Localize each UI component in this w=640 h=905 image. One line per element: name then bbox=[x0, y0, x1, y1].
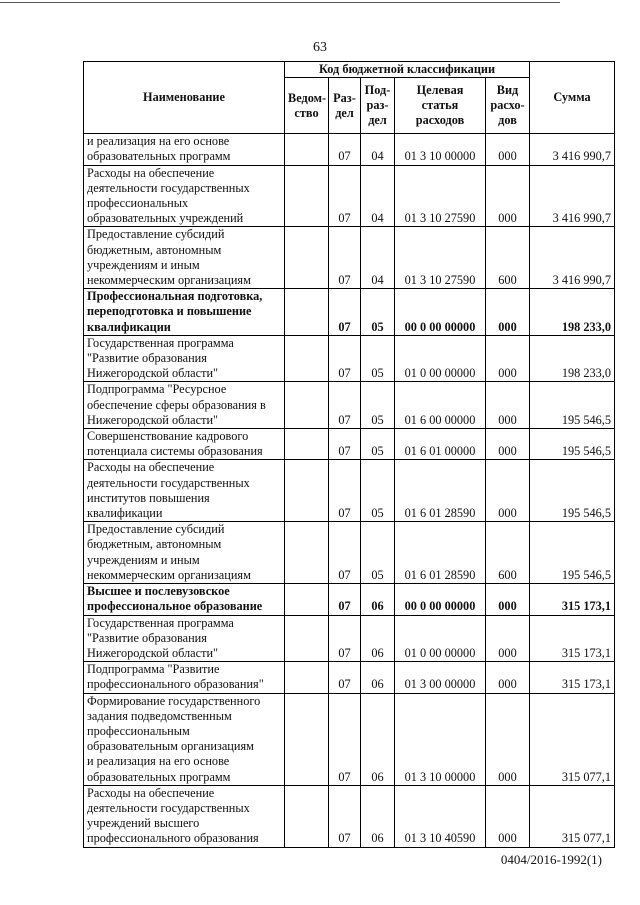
row-razdel-cell: 07 bbox=[329, 382, 361, 429]
row-sum-cell: 195 546,5 bbox=[530, 460, 615, 522]
row-vedomstvo-cell bbox=[285, 227, 329, 289]
row-name-cell: Предоставление субсидий бюджетным, автономным учреждениям и иным некоммерческим организациям bbox=[84, 227, 285, 289]
row-sum-cell: 315 077,1 bbox=[530, 785, 615, 847]
table-row bbox=[84, 584, 615, 615]
row-target-cell: 01 3 10 27590 bbox=[395, 227, 486, 289]
table-body bbox=[84, 134, 615, 847]
table-row bbox=[84, 522, 615, 584]
row-target-cell: 00 0 00 00000 bbox=[395, 584, 486, 615]
row-razdel-cell: 07 bbox=[329, 289, 361, 336]
row-name-cell: Профессиональная подготовка, переподготовка и повышение квалификации bbox=[84, 289, 285, 336]
header-podrazdel: Под- раз- дел bbox=[361, 78, 395, 134]
row-razdel-cell: 07 bbox=[329, 522, 361, 584]
row-razdel-cell: 07 bbox=[329, 165, 361, 227]
row-podrazdel-cell: 05 bbox=[361, 289, 395, 336]
table-row bbox=[84, 785, 615, 847]
row-name-cell: Подпрограмма "Ресурсное обеспечение сферы образования в Нижегородской области" bbox=[84, 382, 285, 429]
row-sum-cell: 315 173,1 bbox=[530, 662, 615, 693]
row-name-cell: и реализация на его основе образовательных программ bbox=[84, 134, 285, 165]
document-code: 0404/2016-1992(1) bbox=[500, 852, 602, 867]
row-name-cell: Совершенствование кадрового потенциала системы образования bbox=[84, 429, 285, 460]
row-vid-cell: 600 bbox=[486, 522, 530, 584]
row-vedomstvo-cell bbox=[285, 584, 329, 615]
row-vid-cell: 000 bbox=[486, 615, 530, 662]
row-vedomstvo-cell bbox=[285, 335, 329, 382]
row-vid-cell: 000 bbox=[486, 335, 530, 382]
row-vedomstvo-cell bbox=[285, 615, 329, 662]
header-name: Наименование bbox=[84, 62, 285, 134]
row-vedomstvo-cell bbox=[285, 382, 329, 429]
row-vid-cell: 000 bbox=[486, 785, 530, 847]
row-vid-cell: 000 bbox=[486, 460, 530, 522]
row-sum-cell: 195 546,5 bbox=[530, 429, 615, 460]
row-name-cell: Высшее и послевузовское профессиональное образование bbox=[84, 584, 285, 615]
row-sum-cell: 195 546,5 bbox=[530, 522, 615, 584]
row-target-cell: 01 3 00 00000 bbox=[395, 662, 486, 693]
row-podrazdel-cell: 05 bbox=[361, 382, 395, 429]
row-target-cell: 01 3 10 00000 bbox=[395, 134, 486, 165]
row-name-cell: Государственная программа "Развитие образования Нижегородской области" bbox=[84, 615, 285, 662]
row-podrazdel-cell: 05 bbox=[361, 429, 395, 460]
table-row bbox=[84, 165, 615, 227]
row-target-cell: 01 3 10 40590 bbox=[395, 785, 486, 847]
row-vid-cell: 000 bbox=[486, 165, 530, 227]
row-razdel-cell: 07 bbox=[329, 460, 361, 522]
table-row bbox=[84, 382, 615, 429]
row-vedomstvo-cell bbox=[285, 165, 329, 227]
row-razdel-cell: 07 bbox=[329, 693, 361, 785]
row-target-cell: 01 6 01 00000 bbox=[395, 429, 486, 460]
row-vedomstvo-cell bbox=[285, 429, 329, 460]
row-name-cell: Подпрограмма "Развитие профессионального образования" bbox=[84, 662, 285, 693]
row-name-cell: Формирование государственного задания подведомственным профессиональным образовательным организациям и реализация на его основе образовательных программ bbox=[84, 693, 285, 785]
table-row bbox=[84, 335, 615, 382]
row-vid-cell: 000 bbox=[486, 584, 530, 615]
row-razdel-cell: 07 bbox=[329, 785, 361, 847]
row-podrazdel-cell: 06 bbox=[361, 785, 395, 847]
row-razdel-cell: 07 bbox=[329, 134, 361, 165]
row-razdel-cell: 07 bbox=[329, 429, 361, 460]
row-name-cell: Государственная программа "Развитие образования Нижегородской области" bbox=[84, 335, 285, 382]
row-razdel-cell: 07 bbox=[329, 335, 361, 382]
row-vid-cell: 000 bbox=[486, 382, 530, 429]
row-sum-cell: 315 173,1 bbox=[530, 615, 615, 662]
table-row bbox=[84, 460, 615, 522]
header-vid: Вид расхо- дов bbox=[486, 78, 530, 134]
table-row bbox=[84, 429, 615, 460]
table-row bbox=[84, 289, 615, 336]
row-podrazdel-cell: 05 bbox=[361, 522, 395, 584]
row-vedomstvo-cell bbox=[285, 662, 329, 693]
page-number: 63 bbox=[313, 40, 327, 55]
table-row bbox=[84, 615, 615, 662]
header-razdel: Раз- дел bbox=[329, 78, 361, 134]
row-podrazdel-cell: 06 bbox=[361, 693, 395, 785]
row-sum-cell: 3 416 990,7 bbox=[530, 134, 615, 165]
row-vid-cell: 000 bbox=[486, 429, 530, 460]
row-sum-cell: 315 077,1 bbox=[530, 693, 615, 785]
row-podrazdel-cell: 04 bbox=[361, 227, 395, 289]
row-podrazdel-cell: 04 bbox=[361, 134, 395, 165]
row-razdel-cell: 07 bbox=[329, 584, 361, 615]
row-sum-cell: 195 546,5 bbox=[530, 382, 615, 429]
row-vedomstvo-cell bbox=[285, 460, 329, 522]
row-target-cell: 01 0 00 00000 bbox=[395, 335, 486, 382]
table-row bbox=[84, 227, 615, 289]
row-vid-cell: 000 bbox=[486, 693, 530, 785]
row-sum-cell: 198 233,0 bbox=[530, 335, 615, 382]
row-podrazdel-cell: 05 bbox=[361, 335, 395, 382]
row-razdel-cell: 07 bbox=[329, 227, 361, 289]
row-podrazdel-cell: 04 bbox=[361, 165, 395, 227]
header-budget-classification: Код бюджетной классификации bbox=[285, 62, 530, 78]
row-podrazdel-cell: 05 bbox=[361, 460, 395, 522]
row-vid-cell: 000 bbox=[486, 289, 530, 336]
row-razdel-cell: 07 bbox=[329, 615, 361, 662]
row-sum-cell: 315 173,1 bbox=[530, 584, 615, 615]
row-name-cell: Расходы на обеспечение деятельности государственных профессиональных образовательных учреждений bbox=[84, 165, 285, 227]
table-row bbox=[84, 662, 615, 693]
table-row bbox=[84, 134, 615, 165]
table-row bbox=[84, 693, 615, 785]
row-target-cell: 01 0 00 00000 bbox=[395, 615, 486, 662]
header-vedomstvo: Ведом- ство bbox=[285, 78, 329, 134]
row-target-cell: 01 3 10 27590 bbox=[395, 165, 486, 227]
row-sum-cell: 3 416 990,7 bbox=[530, 227, 615, 289]
header-sum: Сумма bbox=[530, 62, 615, 134]
row-vedomstvo-cell bbox=[285, 289, 329, 336]
row-target-cell: 00 0 00 00000 bbox=[395, 289, 486, 336]
row-vedomstvo-cell bbox=[285, 693, 329, 785]
row-name-cell: Расходы на обеспечение деятельности государственных учреждений высшего профессионального образования bbox=[84, 785, 285, 847]
row-vedomstvo-cell bbox=[285, 785, 329, 847]
budget-table bbox=[83, 61, 615, 848]
row-name-cell: Предоставление субсидий бюджетным, автономным учреждениям и иным некоммерческим организациям bbox=[84, 522, 285, 584]
row-target-cell: 01 6 01 28590 bbox=[395, 522, 486, 584]
row-vid-cell: 000 bbox=[486, 134, 530, 165]
row-podrazdel-cell: 06 bbox=[361, 584, 395, 615]
row-target-cell: 01 3 10 00000 bbox=[395, 693, 486, 785]
row-vid-cell: 600 bbox=[486, 227, 530, 289]
row-vid-cell: 000 bbox=[486, 662, 530, 693]
row-podrazdel-cell: 06 bbox=[361, 615, 395, 662]
top-rule bbox=[0, 2, 560, 3]
row-target-cell: 01 6 01 28590 bbox=[395, 460, 486, 522]
header-target: Целевая статья расходов bbox=[395, 78, 486, 134]
row-name-cell: Расходы на обеспечение деятельности государственных институтов повышения квалификации bbox=[84, 460, 285, 522]
row-sum-cell: 198 233,0 bbox=[530, 289, 615, 336]
row-target-cell: 01 6 00 00000 bbox=[395, 382, 486, 429]
row-vedomstvo-cell bbox=[285, 134, 329, 165]
row-podrazdel-cell: 06 bbox=[361, 662, 395, 693]
row-vedomstvo-cell bbox=[285, 522, 329, 584]
row-razdel-cell: 07 bbox=[329, 662, 361, 693]
row-sum-cell: 3 416 990,7 bbox=[530, 165, 615, 227]
